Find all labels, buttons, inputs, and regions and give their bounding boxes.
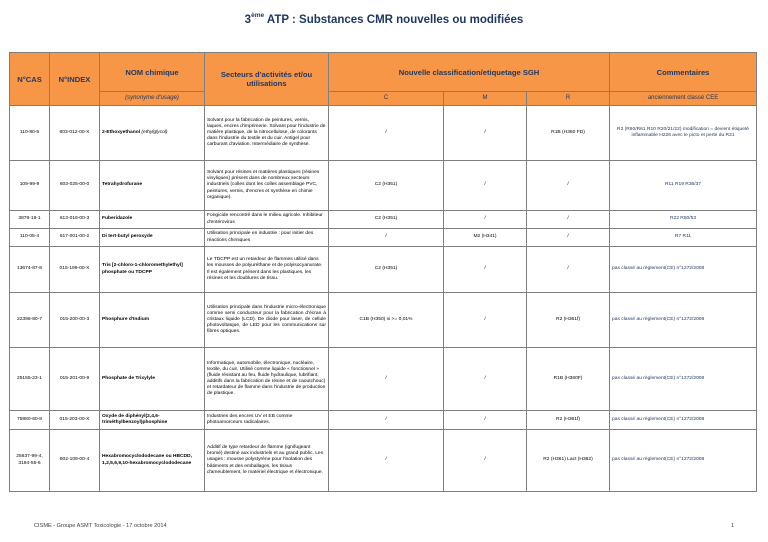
cas-cell: 25637-99-4, 3194-55-6 [10,430,50,492]
cas-cell: 110-80-5 [10,106,50,161]
r-cell: R1B (H360F) [527,348,610,411]
secteurs-cell: Solvant pour résines et matières plastiques (résines vinyliques) présent dans de nombreux secteurs industriels (colles dont les colles assemblage PVC, peintures, vernis, d'encres et synthèse en chimie organique). [205,161,329,211]
table-row [10,348,757,411]
table-row [10,211,757,229]
header-synonyme: (synonyme d'usage) [100,92,205,106]
cas-cell: 22398-80-7 [10,293,50,348]
m-cell: / [444,247,527,293]
nom-cell: Hexabromocyclododecane ou HBCDD, 1,2,5,6,9,10-hexabromocyclododecane [100,430,205,492]
header-classification: Nouvelle classification/etiquetage SGH [329,53,610,92]
commentaire-cell: pas classé au règlement(CE) n°1272/2008 [610,293,757,348]
table-row [10,229,757,247]
commentaire-cell: pas classé au règlement(CE) n°1272/2008 [610,411,757,430]
r-cell: / [527,211,610,229]
header-nom: NOM chimique [100,53,205,92]
cas-cell: 109-99-9 [10,161,50,211]
secteurs-cell: Le TDCPP est un retardeur de flammes utilisé dans les mousses de polyuréthane et de polyisocyanurate. Il est également présent dans les plastiques, les résines et les doublures de tissu. [205,247,329,293]
c-cell: C2 (H351) [329,247,444,293]
index-cell: 015-200-00-3 [50,293,100,348]
page-number: 1 [731,523,735,529]
m-cell: / [444,293,527,348]
c-cell: C2 (H351) [329,211,444,229]
header-m: M [444,92,527,106]
commentaire-cell: pas classé au règlement(CE) n°1272/2008 [610,348,757,411]
c-cell: C1B (H350) si >= 0,01% [329,293,444,348]
cas-cell: 25155-23-1 [10,348,50,411]
c-cell: / [329,348,444,411]
r-cell: / [527,161,610,211]
secteurs-cell: Informatique, automobile, électronique, nucléaire, textile, du cuir. Utilisé comme liquide « fonctionnel » (fluide résistant au feu, fluide hydraulique, lubrifiant, additifs dans la fabrication de résine et de caoutchouc) et retardateur de flamme dans l'industrie de production de plastique. [205,348,329,411]
m-cell: / [444,106,527,161]
nom-cell: Phosphure d'Indium [100,293,205,348]
cmr-substances-table [9,52,757,492]
table-row [10,293,757,348]
commentaire-cell: pas classé au règlement(CE) n°1272/2008 [610,430,757,492]
page-title: 3ème ATP : Substances CMR nouvelles ou modifiées [244,12,524,26]
footer-text: CISME - Groupe ASMT Toxicologie - 17 octobre 2014 [34,523,167,529]
nom-cell: Tetrahydrofurane [100,161,205,211]
index-cell: 617-001-00-2 [50,229,100,247]
index-cell: 613-016-00-3 [50,211,100,229]
secteurs-cell: Additif de type retardeur de flamme (ignifugeant bromé) destiné aux industriels et au grand public. Les usages : mousse polystyrène pour l'isolation des bâtiments et des emballages, les tissus d'ameublement, le matériel électrique et électronique. [205,430,329,492]
m-cell: / [444,411,527,430]
r-cell: R2 (H361f) [527,293,610,348]
commentaire-cell: pas classé au règlement(CE) n°1272/2008 [610,247,757,293]
index-cell: 015-203-00-X [50,411,100,430]
secteurs-cell: Fongicide rencontré dans le milieu agricole. Inhibiteur d'entérovirus [205,211,329,229]
secteurs-cell: Solvant pour la fabrication de peintures, vernis, laques, encres d'imprimerie. Solvant pour l'industrie de matière plastique, de la nitrocellulose, de colorants dans l'industrie du textile et du cuir. Antigel pour carburant d'aviation. Intermédiaire de synthèse. [205,106,329,161]
cas-cell: 110-05-4 [10,229,50,247]
secteurs-cell: Utilisation principale en industrie : pour initier des réactions chimiques [205,229,329,247]
r-cell: R2 (H361f) [527,411,610,430]
c-cell: / [329,430,444,492]
header-index: N°INDEX [50,53,100,106]
index-cell: 603-025-00-0 [50,161,100,211]
r-cell: R2 (H361) Lact (H362) [527,430,610,492]
secteurs-cell: Utilisation principale dans l'industrie micro-électronique comme semi conducteur pour la fabrication d'écran à cristaux liquide (LCD). De diode pour laser, de cellule photovoltaïque, de LED pour les communications sur fibres optiques. [205,293,329,348]
m-cell: / [444,161,527,211]
m-cell: M2 (H341) [444,229,527,247]
secteurs-cell: Industries des encres UV et EB comme photoamorceurs radicalaires. [205,411,329,430]
synonyme-text: (ethylglycol) [141,129,168,135]
index-cell: 015-199-00-X [50,247,100,293]
m-cell: / [444,348,527,411]
c-cell: / [329,411,444,430]
commentaire-cell: R7 R11 [610,229,757,247]
header-c: C [329,92,444,106]
commentaire-cell: R22 R50/53 [610,211,757,229]
index-cell: 602-109-00-4 [50,430,100,492]
nom-cell: Fuberidazole [100,211,205,229]
index-cell: 603-012-00-X [50,106,100,161]
r-cell: R1B (H360 FD) [527,106,610,161]
nom-cell: Di tert-butyl peroxyde [100,229,205,247]
c-cell: / [329,229,444,247]
cas-cell: 75980-60-8 [10,411,50,430]
c-cell: / [329,106,444,161]
nom-cell: Oxyde de diphényl(2,4,6-triméthylbenzoyl)phosphine [100,411,205,430]
c-cell: C2 (H351) [329,161,444,211]
nom-cell: Phosphate de Trixylyle [100,348,205,411]
table-row [10,106,757,161]
header-ancien: anciennement classé CEE [610,92,757,106]
nom-cell: Tris [2-chloro-1-chloromethylethyl] phosphate ou TDCPP [100,247,205,293]
table-row [10,247,757,293]
table-row [10,430,757,492]
index-cell: 015-201-00-9 [50,348,100,411]
cas-cell: 3878-19-1 [10,211,50,229]
r-cell: / [527,247,610,293]
table-row [10,161,757,211]
header-commentaires: Commentaires [610,53,757,92]
commentaire-cell: R2 (R60/R61 R10 R20/21/22) modification = devient étiqueté inflammable H226 avec le picto et perte du R21 [610,106,757,161]
table-row [10,411,757,430]
header-r: R [527,92,610,106]
commentaire-cell: R11 R19 R36/37 [610,161,757,211]
m-cell: / [444,430,527,492]
header-secteurs: Secteurs d'activités et/ou utilisations [205,53,329,106]
cas-cell: 13674-87-8 [10,247,50,293]
nom-cell: 2-Ethoxyethanol (ethylglycol) [100,106,205,161]
r-cell: / [527,229,610,247]
header-cas: N°CAS [10,53,50,106]
m-cell: / [444,211,527,229]
